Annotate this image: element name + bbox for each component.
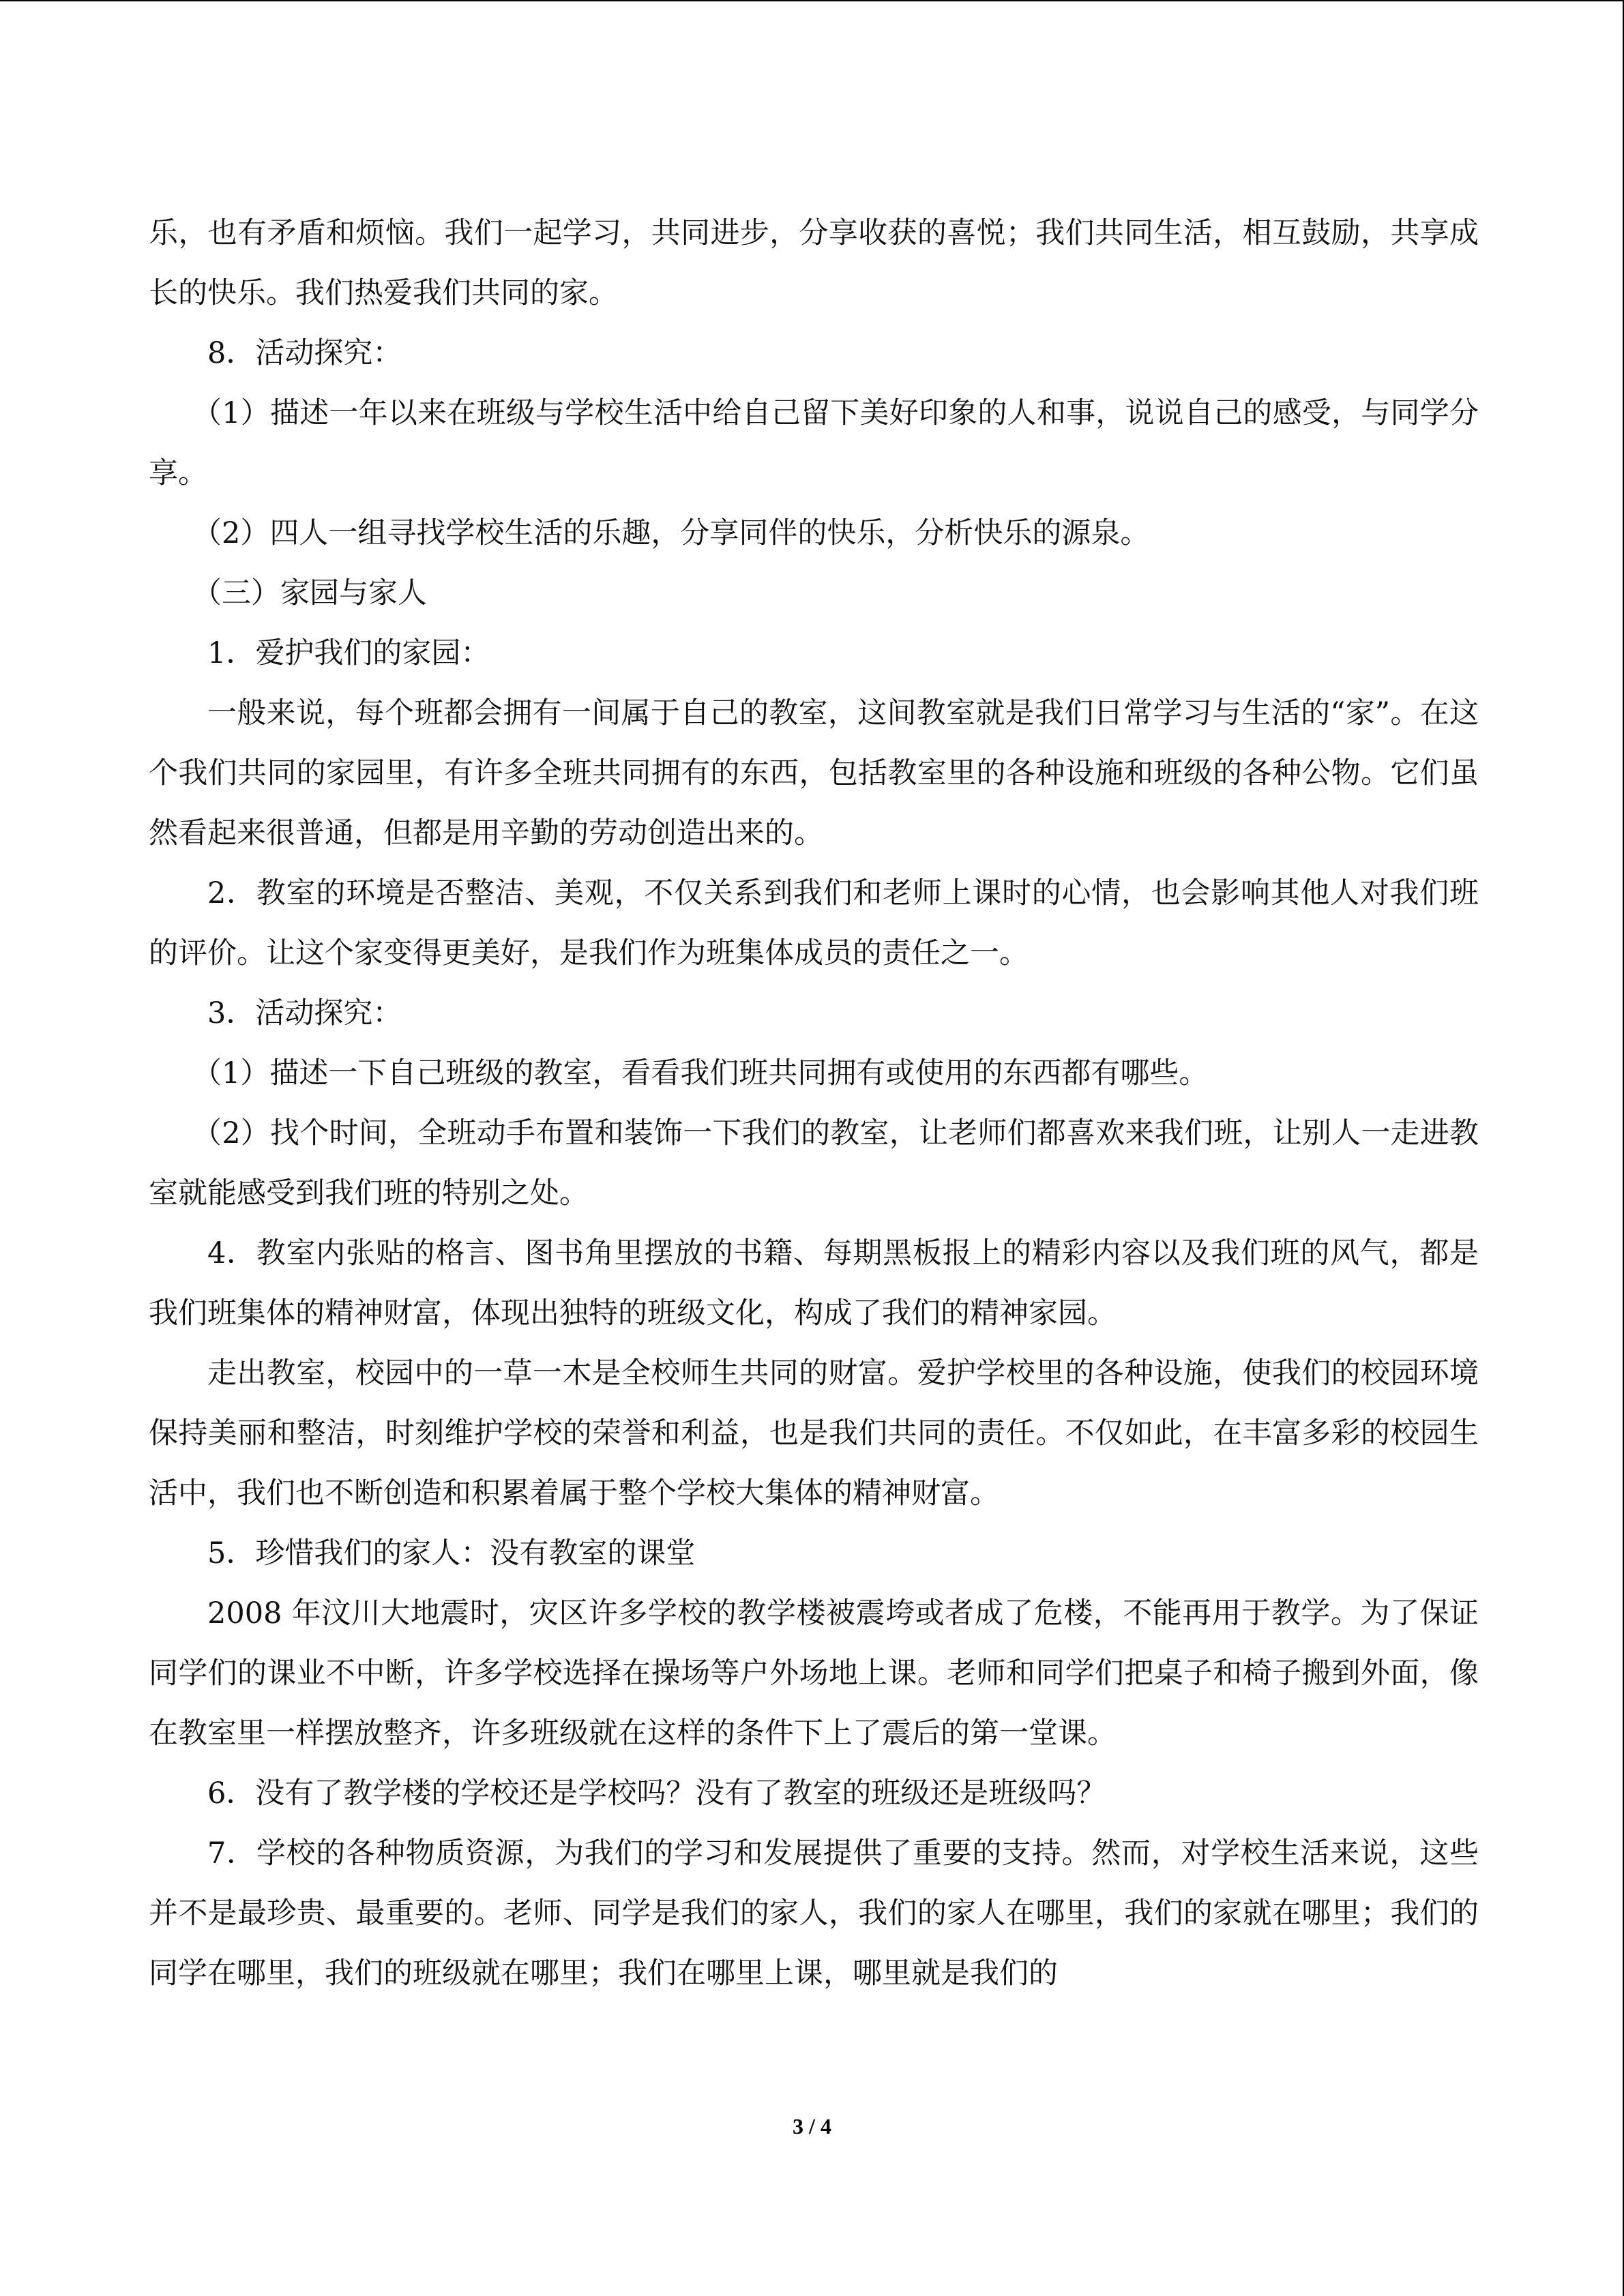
paragraph: （2）四人一组寻找学校生活的乐趣，分享同伴的快乐，分析快乐的源泉。: [192, 516, 1150, 550]
page-number: 3 / 4: [793, 2114, 831, 2138]
paragraph: 3．活动探究：: [207, 996, 402, 1030]
paragraph: 6．没有了教学楼的学校还是学校吗？没有了教室的班级还是班级吗？: [207, 1776, 1106, 1810]
paragraph: （2）找个时间，全班动手布置和装饰一下我们的教室，让老师们都喜欢来我们班，让别人一走进教室就能感受到我们班的特别之处。: [149, 1116, 1479, 1210]
paragraph: （1）描述一下自己班级的教室，看看我们班共同拥有或使用的东西都有哪些。: [192, 1056, 1209, 1090]
paragraph: 1．爱护我们的家园：: [207, 636, 490, 670]
paragraph: 乐，也有矛盾和烦恼。我们一起学习，共同进步，分享收获的喜悦；我们共同生活，相互鼓励，共享成长的快乐。我们热爱我们共同的家。: [149, 216, 1479, 310]
paragraph: 2．教室的环境是否整洁、美观，不仅关系到我们和老师上课时的心情，也会影响其他人对我们班的评价。让这个家变得更美好，是我们作为班集体成员的责任之一。: [149, 876, 1479, 970]
paragraph: （1）描述一年以来在班级与学校生活中给自己留下美好印象的人和事，说说自己的感受，与同学分享。: [149, 396, 1479, 490]
document-body: [149, 203, 1479, 2003]
paragraph: 一般来说，每个班都会拥有一间属于自己的教室，这间教室就是我们日常学习与生活的“家”。在这个我们共同的家园里，有许多全班共同拥有的东西，包括教室里的各种设施和班级的各种公物。它们虽然看起来很普通，但都是用辛勤的劳动创造出来的。: [149, 696, 1479, 850]
paragraph: 5．珍惜我们的家人：没有教室的课堂: [207, 1536, 696, 1570]
paragraph: 2008 年汶川大地震时，灾区许多学校的教学楼被震垮或者成了危楼，不能再用于教学。为了保证同学们的课业不中断，许多学校选择在操场等户外场地上课。老师和同学们把桌子和椅子搬到外面，像在教室里一样摆放整齐，许多班级就在这样的条件下上了震后的第一堂课。: [149, 1596, 1479, 1750]
paragraph: 8．活动探究：: [207, 336, 402, 370]
paragraph: 7．学校的各种物质资源，为我们的学习和发展提供了重要的支持。然而，对学校生活来说，这些并不是最珍贵、最重要的。老师、同学是我们的家人，我们的家人在哪里，我们的家就在哪里；我们的同学在哪里，我们的班级就在哪里；我们在哪里上课，哪里就是我们的: [149, 1836, 1479, 1991]
top-border-line: [0, 0, 1624, 1]
paragraph: 4．教室内张贴的格言、图书角里摆放的书籍、每期黑板报上的精彩内容以及我们班的风气，都是我们班集体的精神财富，体现出独特的班级文化，构成了我们的精神家园。: [149, 1236, 1479, 1330]
section-heading: （三）家园与家人: [192, 576, 427, 610]
paragraph: 走出教室，校园中的一草一木是全校师生共同的财富。爱护学校里的各种设施，使我们的校园环境保持美丽和整洁，时刻维护学校的荣誉和利益，也是我们共同的责任。不仅如此，在丰富多彩的校园生活中，我们也不断创造和积累着属于整个学校大集体的精神财富。: [149, 1356, 1479, 1510]
